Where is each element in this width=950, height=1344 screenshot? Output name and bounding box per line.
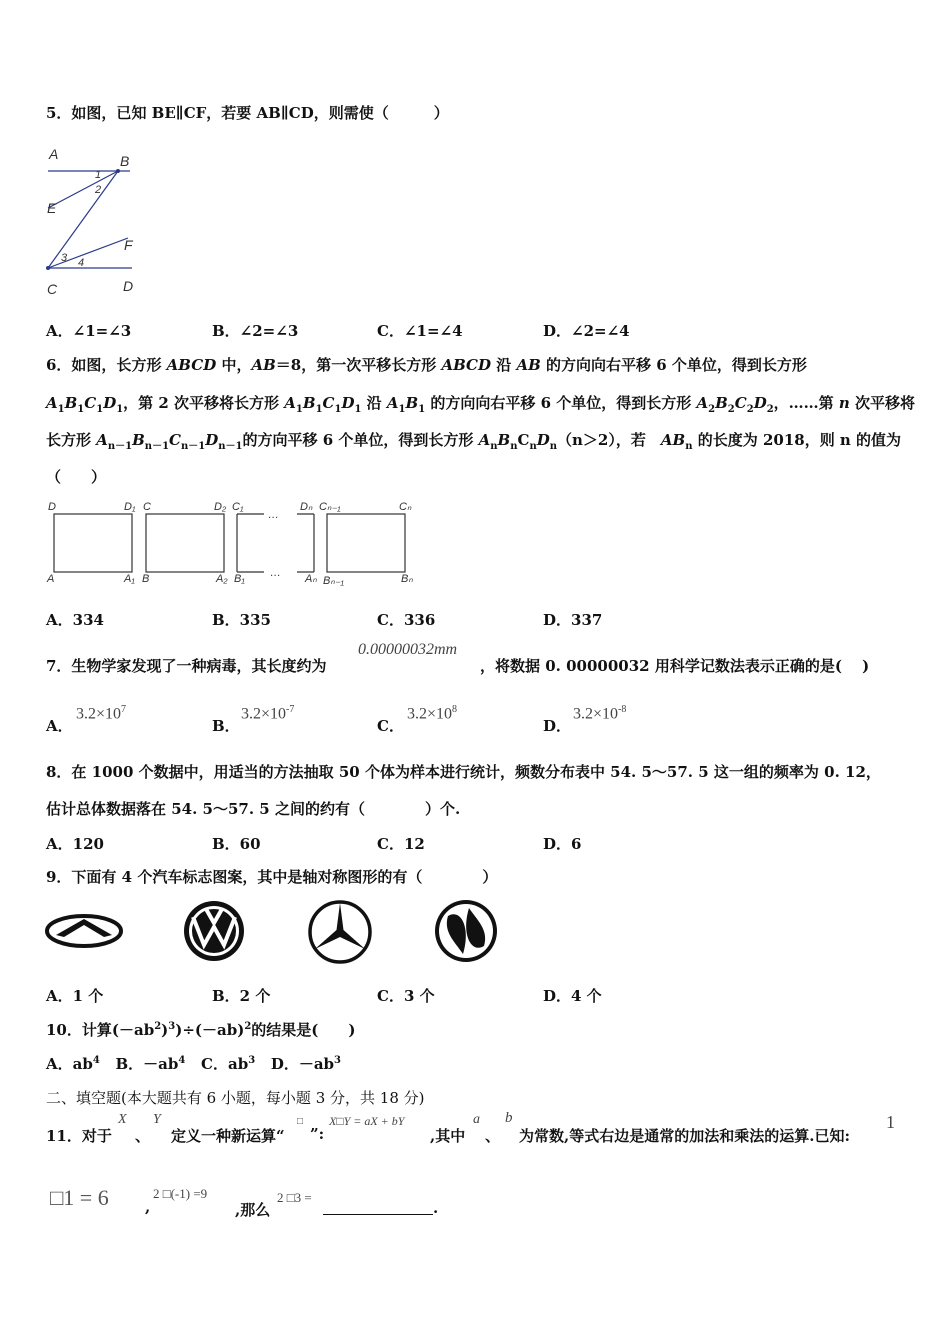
q7-b-exp: -7 <box>286 704 295 715</box>
q10-option-d-text: D．－ab <box>270 1055 335 1073</box>
q8-option-d[interactable]: D．6 <box>543 835 582 853</box>
q9-option-d[interactable]: D．4 个 <box>543 987 602 1005</box>
label-c: C <box>47 281 58 297</box>
rect-label-cn-1: Cₙ₋₁ <box>319 501 341 513</box>
q11-pre: 11．对于 <box>46 1127 112 1145</box>
angle-4-label: 4 <box>78 257 85 269</box>
q6-line2: $A_1B_1C_1D_1$，第 2 次平移将长方形 $A_1B_1C_1D_1$ 沿 $A_1B_1$ 的方向向右平移 6 个单位，得到长方形 $A_2B_2C_2D_2$，……第 n 次平移将 <box>46 394 916 415</box>
q11-mid2: ”: <box>310 1125 325 1143</box>
rect-label-an: Aₙ <box>305 573 317 585</box>
q11-mid: 定义一种新运算“ <box>171 1127 285 1145</box>
q6-paren: （ ） <box>46 468 107 486</box>
q6-option-b[interactable]: B．335 <box>212 611 271 629</box>
rect-label-c1: C₁ <box>232 501 244 513</box>
q10-stem: 10．计算$(-ab^2)^3)\div(-ab)^2$的结果是( ) <box>46 1021 356 1039</box>
q7-d-base: 3.2×10 <box>573 705 619 723</box>
volkswagen-logo <box>182 899 246 963</box>
label-b: B <box>120 153 130 169</box>
q7-a-base: 3.2×10 <box>76 705 122 723</box>
q11-mid3: ,其中 <box>430 1127 466 1145</box>
q6-line1: 6．如图，长方形 ABCD 中，AB＝8，第一次平移长方形 ABCD 沿 AB 的方向向右平移 6 个单位，得到长方形 <box>46 356 807 374</box>
rect-label-a1: A₁ <box>124 573 135 585</box>
rect-label-bn: Bₙ <box>401 573 413 585</box>
q6-line3-end: （n＞2），若 <box>557 431 646 449</box>
q11-comma: , <box>145 1198 151 1216</box>
label-d: D <box>123 278 134 294</box>
label-f: F <box>124 237 133 253</box>
rect-label-cn: Cₙ <box>399 501 412 513</box>
q5-option-d[interactable]: D．∠2=∠4 <box>543 322 630 340</box>
q11-sep: 、 <box>135 1127 151 1145</box>
q10-option-d[interactable]: D．$-ab^3$ <box>270 1055 342 1073</box>
q10-stem-pre: 10．计算(－ab <box>46 1021 155 1039</box>
q7-option-a-label: A． <box>46 717 73 735</box>
angle-2-label: 2 <box>95 184 102 196</box>
q7-option-d[interactable] <box>543 715 571 736</box>
angle-1-label: 1 <box>95 169 102 181</box>
q11-b: b <box>505 1110 513 1126</box>
mercedes-logo <box>307 899 373 965</box>
q11-line2-part1: □1 = 6 <box>50 1185 109 1210</box>
rect-label-a: A <box>47 573 55 585</box>
q11-one: 1 <box>886 1112 895 1132</box>
rect-label-bn-1: Bₙ₋₁ <box>323 575 344 587</box>
q7-value: 0.00000032mm <box>358 641 458 658</box>
q11-line2-part2: 2 □(-1) =9 <box>153 1186 208 1201</box>
rect-label-d2: D₂ <box>214 501 227 513</box>
q7-stem-post: ，将数据 0. 00000032 用科学记数法表示正确的是( ) <box>480 657 870 675</box>
q9-option-a[interactable]: A．1 个 <box>46 987 104 1005</box>
q8-option-c[interactable]: C．12 <box>377 835 425 853</box>
q10-option-a-text: A．ab <box>46 1055 93 1073</box>
q11-end: . <box>433 1199 439 1217</box>
q10-stem-mid: )÷(－ab) <box>175 1021 245 1039</box>
q7-option-b[interactable] <box>212 715 240 736</box>
q11-y: Y <box>153 1112 161 1127</box>
q7-option-a[interactable] <box>46 715 73 736</box>
rect-label-b: B <box>142 573 150 585</box>
q7-option-d-label: D． <box>543 717 572 735</box>
label-a: A <box>49 146 59 162</box>
rect-label-c: C <box>143 501 151 513</box>
q10-option-c-text: C．ab <box>201 1055 249 1073</box>
q7-option-b-value <box>241 704 294 723</box>
q9-option-c[interactable]: C．3 个 <box>377 987 435 1005</box>
q8-option-b[interactable]: B．60 <box>212 835 261 853</box>
q10-options <box>46 1053 341 1074</box>
q11-formula: X□Y = aX + bY <box>329 1114 405 1128</box>
q6-line3: 长方形 $A_{n-1}B_{n-1}C_{n-1}D_{n-1}$的方向平移 6 个单位，得到长方形 $A_nB_nC_nD_n(n>2)$，若 $AB_n$ 的长度为 2018，则 n 的值为 <box>46 431 902 452</box>
q6-option-d[interactable]: D．337 <box>543 611 603 629</box>
q7-a-exp: 7 <box>121 704 127 715</box>
angle-3-label: 3 <box>61 252 68 264</box>
rect-label-d: D <box>48 501 56 513</box>
q9-stem: 9．下面有 4 个汽车标志图案，其中是轴对称图形的有（ ） <box>46 868 498 886</box>
q6-line3-tail: 的方向平移 6 个单位，得到长方形 <box>242 431 474 449</box>
rect-label-a2: A₂ <box>216 573 228 585</box>
q10-option-b-text: B．－ab <box>115 1055 179 1073</box>
q7-option-c[interactable] <box>377 715 404 736</box>
q7-stem-pre: 7．生物学家发现了一种病毒，其长度约为 <box>46 657 327 675</box>
q11-line2-mid: ,那么 <box>235 1201 271 1219</box>
q11-line2-part3: 2 □3 = <box>277 1190 312 1205</box>
q7-option-c-value <box>407 704 457 723</box>
q5-figure <box>40 140 150 305</box>
section2-title: 二、填空题(本大题共有 6 小题，每小题 3 分，共 18 分) <box>46 1089 425 1107</box>
rect-label-ellipsis-bottom: … <box>270 567 281 579</box>
q7-c-base: 3.2×10 <box>407 705 453 723</box>
q9-option-b[interactable]: B．2 个 <box>212 987 271 1005</box>
q11-answer-blank[interactable] <box>323 1199 438 1217</box>
q11-sep2: 、 <box>485 1127 501 1145</box>
q7-b-base: 3.2×10 <box>241 705 287 723</box>
q6-option-a[interactable]: A．334 <box>46 611 104 629</box>
q8-line1: 8．在 1000 个数据中，用适当的方法抽取 50 个体为样本进行统计，频数分布表中 54. 5～57. 5 这一组的频率为 0. 12， <box>46 763 881 781</box>
q7-d-exp: -8 <box>618 704 627 715</box>
q5-option-b[interactable]: B．∠2=∠3 <box>212 322 299 340</box>
q11-post: 为常数,等式右边是通常的加法和乘法的运算.已知: <box>519 1127 850 1145</box>
q10-option-b[interactable]: B．$-ab^4$ <box>115 1055 186 1073</box>
q5-option-c[interactable]: C．∠1=∠4 <box>377 322 463 340</box>
rect-label-b1: B₁ <box>234 573 245 585</box>
q6-figure <box>44 498 424 590</box>
q5-stem: 5．如图，已知 BE∥CF，若要 AB∥CD，则需使（ ） <box>46 104 449 122</box>
q7-c-exp: 8 <box>452 704 458 715</box>
q5-option-a[interactable]: A．∠1=∠3 <box>46 322 132 340</box>
label-e: E <box>47 200 57 216</box>
dongfeng-logo <box>433 898 499 964</box>
q11-a: a <box>473 1112 480 1127</box>
q10-option-c[interactable]: C．$ab^3$ <box>201 1055 256 1073</box>
infiniti-logo <box>44 910 124 952</box>
q10-stem-post: 的结果是( ) <box>251 1021 356 1039</box>
rect-label-dn: Dₙ <box>300 501 313 513</box>
rect-label-d1: D₁ <box>124 501 136 513</box>
q10-option-a[interactable]: A．$ab^4$ <box>46 1055 100 1073</box>
q8-line2: 估计总体数据落在 54. 5～57. 5 之间的约有（ ）个. <box>46 800 461 818</box>
rect-label-ellipsis-top: … <box>268 509 279 521</box>
q7-option-d-value <box>573 704 626 723</box>
q7-option-a-value <box>76 704 126 723</box>
q6-option-c[interactable]: C．336 <box>377 611 436 629</box>
q6-line3-last: 的长度为 2018，则 n 的值为 <box>697 431 902 449</box>
q7-option-c-label: C． <box>377 717 404 735</box>
q7-option-b-label: B． <box>212 717 240 735</box>
q11-op: □ <box>297 1116 304 1127</box>
q11-x: X <box>118 1112 127 1127</box>
q8-option-a[interactable]: A．120 <box>46 835 104 853</box>
